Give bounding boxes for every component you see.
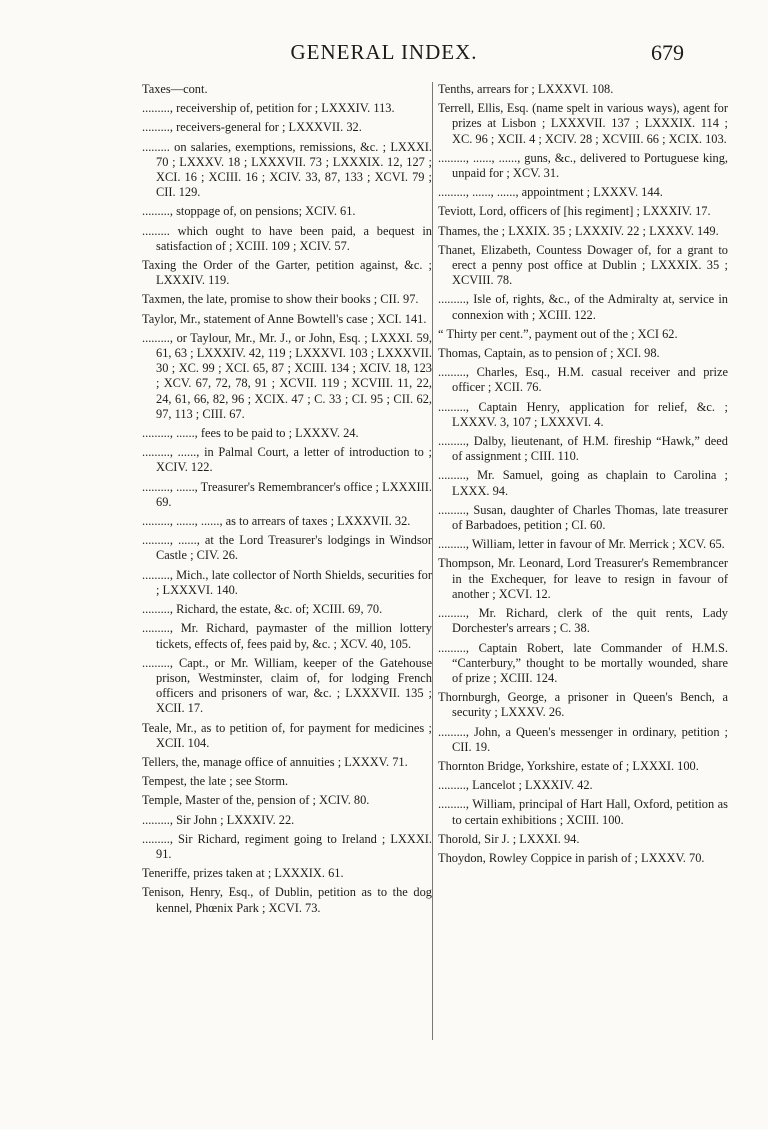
index-entry: ........., John, a Queen's messenger in ordinary, petition ; CII. 19. xyxy=(438,724,728,754)
index-entry: ........., or Taylour, Mr., Mr. J., or John, Esq. ; LXXXI. 59, 61, 63 ; LXXXIV. 42, 119 ; LXXXVI. 103 ; LXXXVII. 30 ; XC. 99 ; XCI. 65, 87 ; XCIII. 134 ; XCIV. 18, 123 ; XCV. 67, 72, 78, 91 ; XCVII. 119 ; XCVIII. 11, 22, 24, 61, 66, 82, 96 ; XCIX. 47 ; C. 33 ; CI. 95 ; CII. 62, 97, 113 ; CIII. 67. xyxy=(142,330,432,421)
index-entry: Thanet, Elizabeth, Countess Dowager of, for a grant to erect a penny post office at Dublin ; LXXXIX. 35 ; XCVIII. 78. xyxy=(438,242,728,288)
index-entry: ........., Isle of, rights, &c., of the Admiralty at, service in connexion with ; XCIII. 122. xyxy=(438,292,728,322)
index-entry: ........., Dalby, lieutenant, of H.M. fireship “Hawk,” deed of assignment ; CIII. 110. xyxy=(438,434,728,464)
index-entry: ........., William, principal of Hart Hall, Oxford, petition as to certain exhibitions ; XCIII. 100. xyxy=(438,797,728,827)
index-entry: Taxes—cont. xyxy=(142,82,208,96)
index-entry: ........., Charles, Esq., H.M. casual receiver and prize officer ; XCII. 76. xyxy=(438,365,728,395)
index-entry: ........., Sir Richard, regiment going to Ireland ; LXXXI. 91. xyxy=(142,831,432,861)
page-header xyxy=(0,38,768,78)
index-entry: Teviott, Lord, officers of [his regiment] ; LXXXIV. 17. xyxy=(438,204,711,219)
index-entry: Terrell, Ellis, Esq. (name spelt in various ways), agent for prizes at Lisbon ; LXXXVII. 137 ; LXXXIX. 114 ; XC. 96 ; XCII. 4 ; XCIV. 28 ; XCVIII. 66 ; XCIX. 103. xyxy=(438,101,728,146)
index-entry: ......... on salaries, exemptions, remissions, &c. ; LXXXI. 70 ; LXXXV. 18 ; LXXXVII. 73 ; LXXXIX. 12, 127 ; XCI. 16 ; XCIII. 16 ; XCIV. 33, 87, 133 ; XCVI. 79 ; CII. 129. xyxy=(142,139,432,200)
index-entry: ........., ......, Treasurer's Remembrancer's office ; LXXXIII. 69. xyxy=(142,479,432,509)
page-title: GENERAL INDEX. xyxy=(290,40,478,64)
index-entry: ........., Mr. Richard, paymaster of the million lottery tickets, effects of, fees paid by, &c. ; XCV. 40, 105. xyxy=(142,621,432,651)
index-entry: ........., ......, fees to be paid to ; LXXXV. 24. xyxy=(142,426,359,441)
index-entry: ........., Captain Robert, late Commander of H.M.S. “Canterbury,” thought to be mortally wounded, share of prize ; XCIII. 124. xyxy=(438,640,728,685)
index-entry: Thomas, Captain, as to pension of ; XCI. 98. xyxy=(438,346,660,361)
index-entry: ........., William, letter in favour of Mr. Merrick ; XCV. 65. xyxy=(438,537,725,552)
index-entry: Taxing the Order of the Garter, petition against, &c. ; LXXXIV. 119. xyxy=(142,258,432,288)
index-entry: ........., Susan, daughter of Charles Thomas, late treasurer of Barbadoes, petition ; CI. 60. xyxy=(438,502,728,533)
index-entry: “ Thirty per cent.”, payment out of the ; XCI 62. xyxy=(438,326,678,341)
left-column xyxy=(142,82,432,920)
index-entry: Tenths, arrears for ; LXXXVI. 108. xyxy=(438,82,614,96)
index-entry: Thorold, Sir J. ; LXXXI. 94. xyxy=(438,831,580,846)
index-entry: Tempest, the late ; see Storm. xyxy=(142,774,289,789)
index-entry: Taylor, Mr., statement of Anne Bowtell's case ; XCI. 141. xyxy=(142,311,427,326)
index-entry: Thornton Bridge, Yorkshire, estate of ; LXXXI. 100. xyxy=(438,758,699,773)
index-entry: Thompson, Mr. Leonard, Lord Treasurer's Remembrancer in the Exchequer, for leave to resign in favour of another ; XCVI. 12. xyxy=(438,556,728,601)
index-entry: Teneriffe, prizes taken at ; LXXXIX. 61. xyxy=(142,866,344,881)
index-entry: Taxmen, the late, promise to show their books ; CII. 97. xyxy=(142,292,419,307)
index-entry: ........., stoppage of, on pensions; XCIV. 61. xyxy=(142,204,356,219)
index-entry: Thames, the ; LXXIX. 35 ; LXXXIV. 22 ; LXXXV. 149. xyxy=(438,223,719,238)
index-entry: Tenison, Henry, Esq., of Dublin, petition as to the dog kennel, Phœnix Park ; XCVI. 73. xyxy=(142,885,432,915)
index-entry: ........., ......, ......, as to arrears of taxes ; LXXXVII. 32. xyxy=(142,514,411,529)
index-entry: ........., ......, ......, guns, &c., delivered to Portuguese king, unpaid for ; XCV. 31. xyxy=(438,150,728,181)
index-entry: ........., Capt., or Mr. William, keeper of the Gatehouse prison, Westminster, claim of, for lodging French officers and prisoners of war, &c. ; LXXXVII. 135 ; XCII. 17. xyxy=(142,655,432,716)
index-entry: ........., receivership of, petition for ; LXXXIV. 113. xyxy=(142,101,395,116)
index-entry: ........., ......, at the Lord Treasurer's lodgings in Windsor Castle ; CIV. 26. xyxy=(142,533,432,563)
index-entry: Tellers, the, manage office of annuities ; LXXXV. 71. xyxy=(142,754,408,769)
index-entry: ........., Mr. Richard, clerk of the quit rents, Lady Dorchester's arrears ; C. 38. xyxy=(438,606,728,636)
page-number: 679 xyxy=(651,40,684,65)
index-entry: ........., Mich., late collector of North Shields, securities for ; LXXXVI. 140. xyxy=(142,567,432,597)
index-entry: Temple, Master of the, pension of ; XCIV. 80. xyxy=(142,793,370,808)
index-entry: Thoydon, Rowley Coppice in parish of ; LXXXV. 70. xyxy=(438,850,705,865)
right-column xyxy=(438,82,728,870)
column-divider xyxy=(432,82,433,1040)
index-entry: ........., Sir John ; LXXXIV. 22. xyxy=(142,812,295,827)
index-entry: ........., Captain Henry, application for relief, &c. ; LXXXV. 3, 107 ; LXXXVI. 4. xyxy=(438,399,728,429)
index-entry: ......... which ought to have been paid, a bequest in satisfaction of ; XCIII. 109 ; XCIV. 57. xyxy=(142,223,432,253)
index-entry: ........., Mr. Samuel, going as chaplain to Carolina ; LXXX. 94. xyxy=(438,468,728,498)
index-entry: ........., Richard, the estate, &c. of; XCIII. 69, 70. xyxy=(142,602,383,617)
index-entry: Thornburgh, George, a prisoner in Queen's Bench, a security ; LXXXV. 26. xyxy=(438,690,728,720)
index-entry: ........., ......, in Palmal Court, a letter of introduction to ; XCIV. 122. xyxy=(142,445,432,475)
index-entry: ........., Lancelot ; LXXXIV. 42. xyxy=(438,778,593,793)
index-entry: ........., receivers-general for ; LXXXVII. 32. xyxy=(142,120,362,135)
index-entry: ........., ......, ......, appointment ; LXXXV. 144. xyxy=(438,185,663,200)
index-entry: Teale, Mr., as to petition of, for payment for medicines ; XCII. 104. xyxy=(142,720,432,750)
